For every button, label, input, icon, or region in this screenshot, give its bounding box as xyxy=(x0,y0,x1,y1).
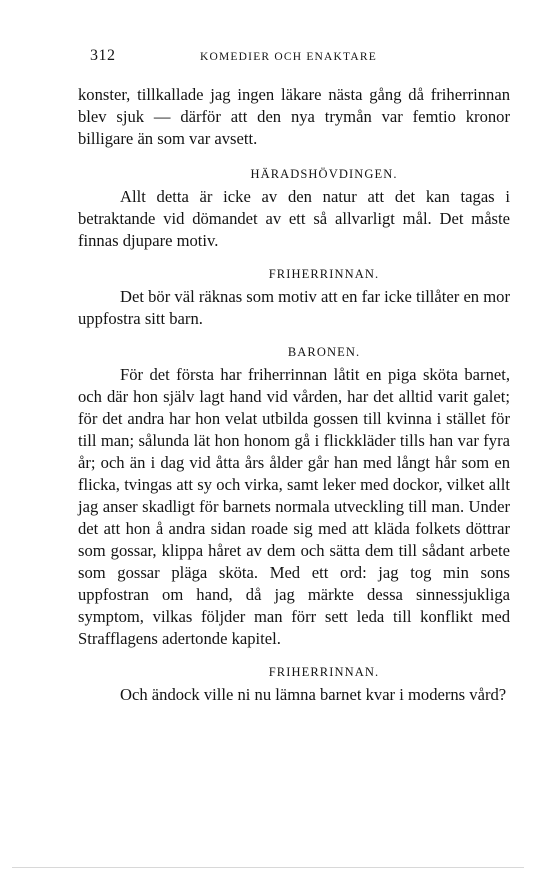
speaker-name: BARONEN. xyxy=(287,345,361,359)
dialogue-line: Och ändock ville ni nu lämna barnet kvar i moderns vård? xyxy=(120,685,507,704)
dialogue-line: Det bör väl räknas som motiv att en far icke tillåter en mor uppfostra sitt barn. xyxy=(78,287,510,328)
dialogue-line: För det första har friherrinnan låtit en piga sköta barnet, och där hon själv lagt hand vid vården, har det alltid varit galet; för det andra har hon velat utbilda gossen till kvinna i stället för till man; sålunda lät hon honom gå i flickkläder tills han var fyra år; och än i dag vid åtta års ålder går han med långt hår som en flicka, tvingas att sy och virka, samt leker med dockor, vilket allt jag anser skadligt för barnets normala utveckling till man. Under det att hon å andra sidan roade sig med att kläda folkets döttrar som gossar, klippa håret av dem och sätta dem till sådant arbete som gossar pläga sköta. Med ett ord: jag tog min sons uppfostran om hand, då jag märkte dessa sinnessjukliga symptom, vilkas följder man förr sett leda till konflikt med Strafflagens adertonde kapitel. xyxy=(78,365,510,648)
running-head: KOMEDIER OCH ENAKTARE xyxy=(200,51,377,63)
page-number: 312 xyxy=(90,47,116,64)
speaker-name: HÄRADSHÖVDINGEN. xyxy=(250,167,398,181)
dialogue-section xyxy=(78,164,510,252)
dialogue-section xyxy=(78,264,510,330)
speaker-name: FRIHERRINNAN. xyxy=(268,665,380,679)
dialogue-section xyxy=(78,342,510,650)
speaker-name: FRIHERRINNAN. xyxy=(268,267,380,281)
body-text xyxy=(78,84,510,706)
dialogue-section xyxy=(78,662,510,706)
dialogue-line: Allt detta är icke av den natur att det kan tagas i betraktande vid dömandet av ett så allvarligt mål. Det måste finnas djupare motiv. xyxy=(78,187,510,250)
opening-paragraph: konster, tillkallade jag ingen läkare nästa gång då friherrinnan blev sjuk — därför att den nya trymån var femtio kronor billigare än som var avsett. xyxy=(78,85,510,148)
page-header xyxy=(78,47,518,67)
page-edge-divider xyxy=(12,867,524,868)
